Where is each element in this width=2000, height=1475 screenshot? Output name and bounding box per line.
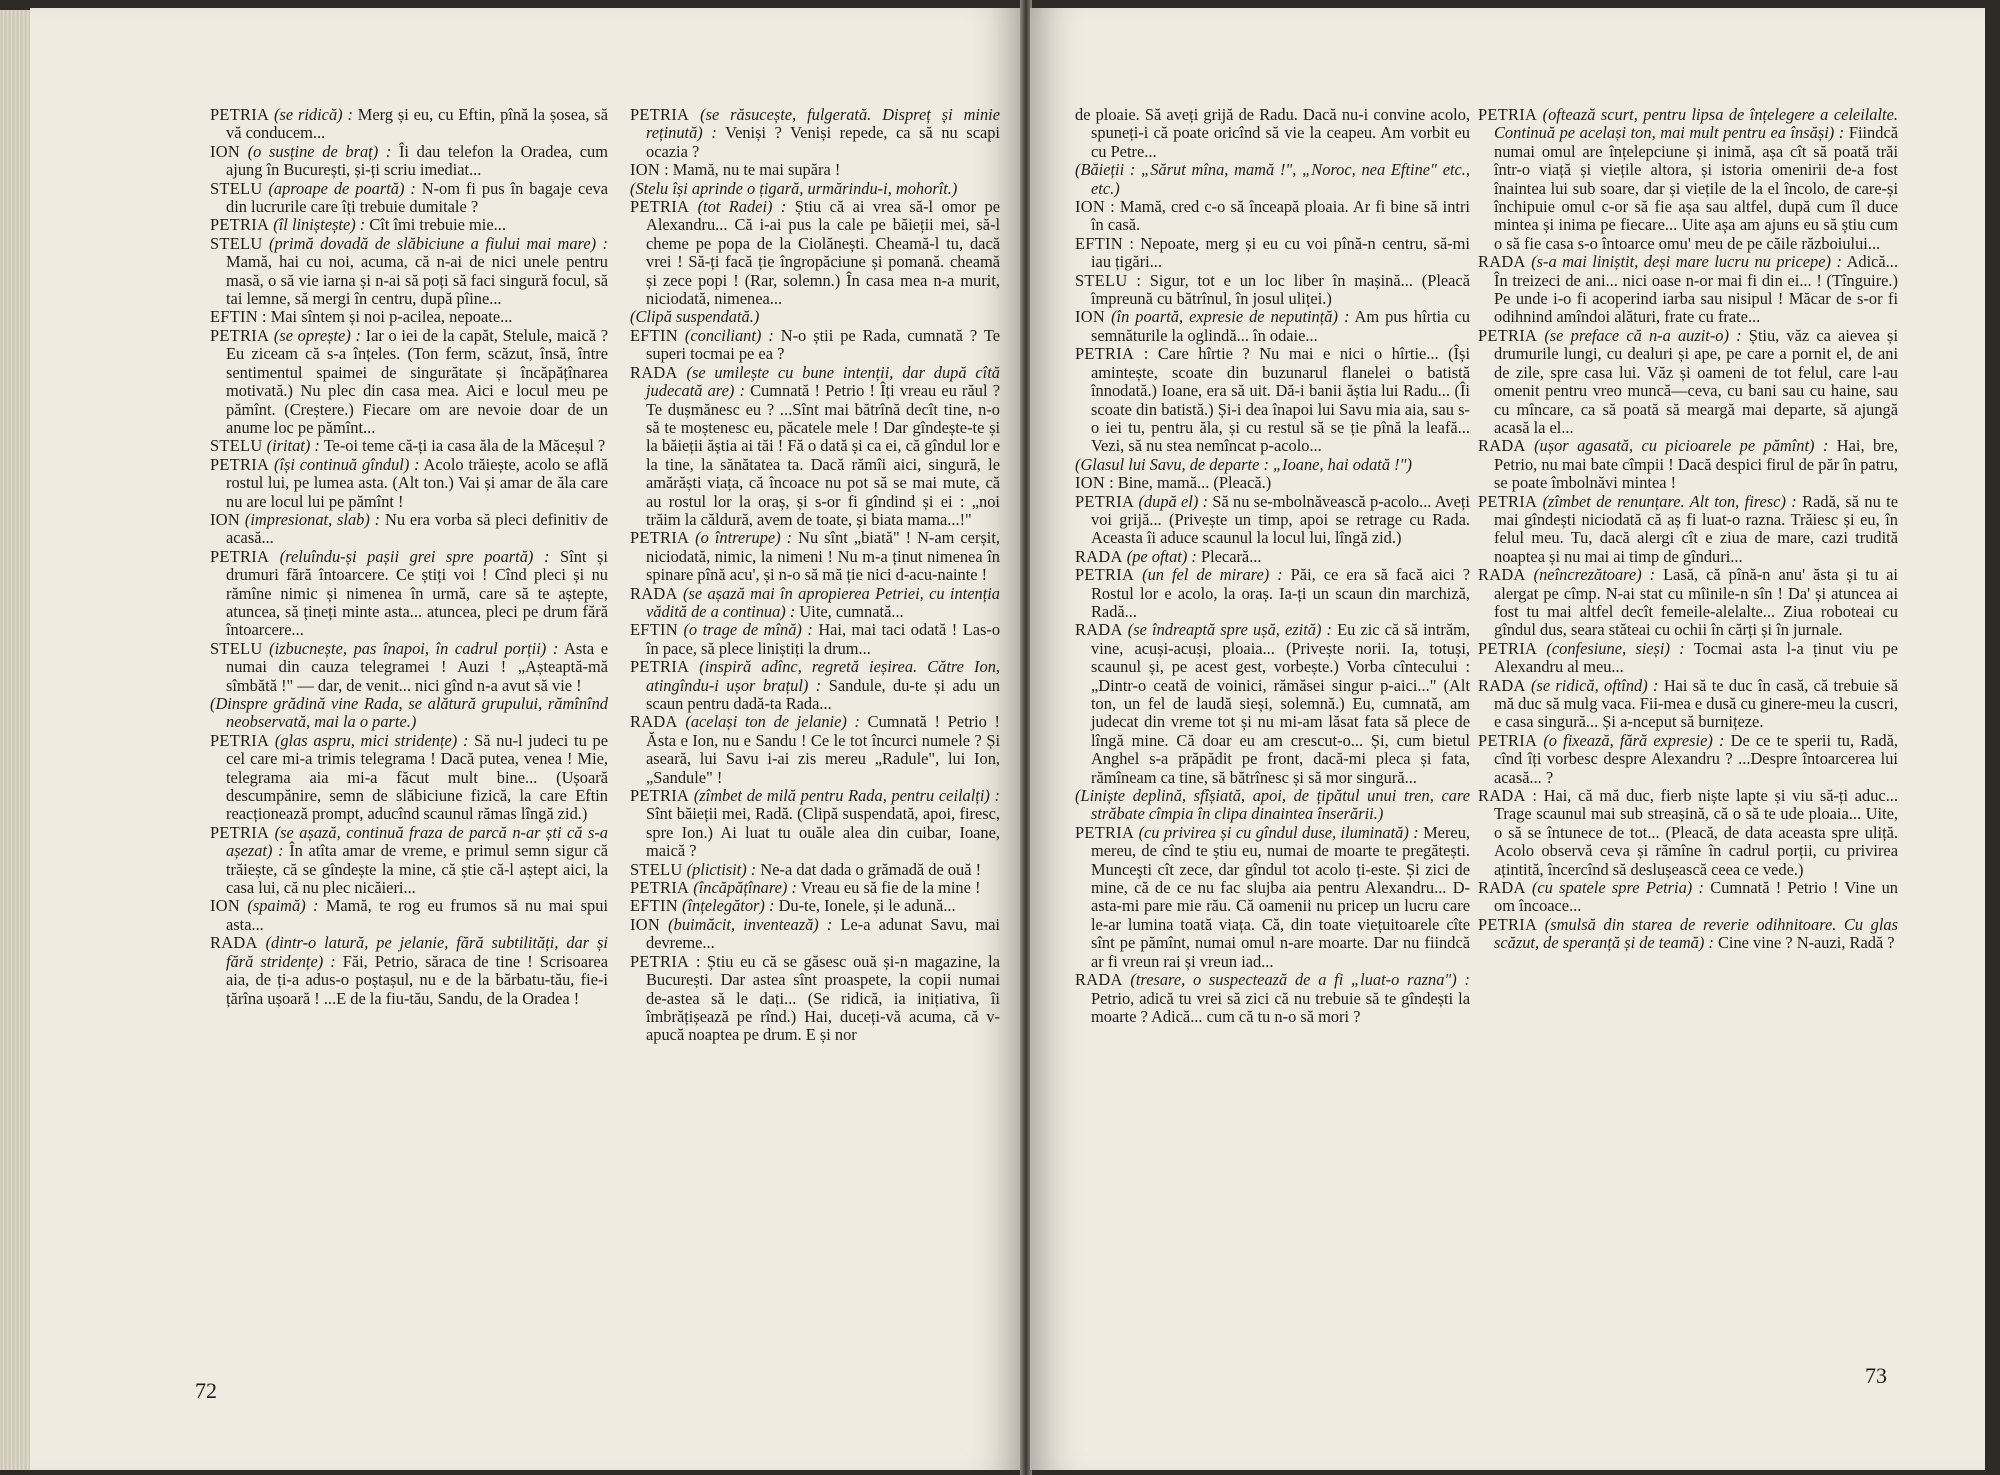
speaker: RADA <box>1075 970 1123 990</box>
dialogue-text: Adică... În treizeci de ani... nici oase n-or mai fi din ei... ! (Tînguire.) Pe unde i-o fi acoperind iarba sau nisipul ! Măcar de s-or fi odihnind amîndoi alături, frate cu frate... <box>1494 252 1898 327</box>
dialogue-text: Cumnată ! Petrio ! Îți vreau eu răul ? Te dușmănesc eu ? ...Sînt mai bătrînă decît tine, n-o să te moștenesc eu, păcatele mele ! Dar gîndește-te și la băieții ăștia ai tăi ! Fă o dată și ca ei, că gîndul lor e la tine, la sănătatea ta. Dacă rămîi aici, singură, le amărăști viața, că încoace nu pot să se mai mute, că au rostul lor la oraș, și s-or fi gîndind și ei : „noi trăim la căldură, avem de toate, și biata mama...!" <box>646 381 1000 529</box>
dialogue-text: Nu era vorba să pleci definitiv de acasă... <box>226 509 608 548</box>
stage-direction: (primă dovadă de slăbiciune a fiului mai mare) : <box>269 233 608 253</box>
dialogue-line <box>210 934 608 1008</box>
dialogue-line <box>1478 253 1898 327</box>
dialogue-text: Făi, Petrio, săraca de tine ! Scrisoarea aia, de ți-a adus-o poștașul, nu e de la bărbatu-tău, fie-i țărîna ușoară ! ...E de la fiu-tău, Sandu, de la Oradea ! <box>226 951 608 1008</box>
page-number-right: 73 <box>1865 1363 1887 1388</box>
dialogue-line <box>630 658 1000 713</box>
dialogue-line <box>210 732 608 824</box>
stage-direction: (spaimă) : <box>247 896 319 916</box>
speaker: PETRIA <box>630 786 690 806</box>
dialogue-line <box>210 640 608 695</box>
dialogue-line <box>1478 106 1898 253</box>
dialogue-line <box>630 897 1000 915</box>
dialogue-line <box>210 437 608 455</box>
dialogue-text: : Mamă, nu te mai supăra ! <box>664 160 841 180</box>
stage-direction: (zîmbet de renunțare. Alt ton, firesc) : <box>1542 491 1797 511</box>
dialogue-text: Eu zic că să intrăm, vine, acuși-acuși, ploaia... (Privește norii. Ia, totuși, scaunul și, pe acest gest, vorbește.) Vorba cîntecului : „Dintr-o ceată de voinici, rămăsei singur p-aici..." (Alt ton, un fel de laudă sieși, solemnă.) Eu, cumnată, am judecat din vreme tot și nu mi-am lăsat fata să plece de lîngă mine. Că doar eu am crescut-o... Și, cum bietul Anghel s-a prăpădit pe front, dacă-mi pleca și fata, rămîneam ca tine, să bătrînesc și să mor singură... <box>1091 620 1470 787</box>
speaker: PETRIA <box>210 822 270 842</box>
dialogue-line <box>1478 566 1898 640</box>
dialogue-text: : Bine, mamă... (Pleacă.) <box>1109 473 1272 493</box>
dialogue-text: Sînt băieții mei, Radă. (Clipă suspendată, apoi, firesc, spre Ion.) Ai luat tu ouăle alea din cuibar, Ioane, maică ? <box>646 804 1000 861</box>
speaker: ION <box>630 160 661 180</box>
stage-direction: (zîmbet de milă pentru Rada, pentru ceilalți) : <box>693 786 1000 806</box>
stage-direction: (pe oftat) : <box>1126 546 1197 566</box>
dialogue-text: Mereu, mereu, de cînd te știu eu, numai de moarte te pregătești. Munceşti cît zece, dar gîndul tot acolo ți-este. Și zici de mine, că de ce nu fac slujba aia pentru Alexandru... D-asta-mi pare mie rău. Că oamenii nu pricep un lucru care le-ar lumina toată viața. Că, din toate viețuitoarele cîte sînt pe pămînt, numai omul n-are moarte. Dar nu fiindcă ar fi vreun rai și vreun iad... <box>1091 822 1470 971</box>
dialogue-text: În atîta amar de vreme, e primul semn sigur că trăiește, că se gîndește la mine, că știe că-l aștept aici, la casa lui, că nu plec nicăieri... <box>226 841 608 898</box>
stage-direction: (buimăcit, inventează) : <box>668 914 833 934</box>
speaker: PETRIA <box>1075 565 1135 585</box>
speaker: ION <box>630 914 661 934</box>
right-page-column-2 <box>1478 106 1898 953</box>
dialogue-line <box>210 235 608 309</box>
dialogue-line <box>1478 732 1898 787</box>
dialogue-line <box>1075 493 1470 548</box>
dialogue-text: Știu că ai vrea să-l omor pe Alexandru... Că i-ai pus la cale pe băieții mei, să-l cheme pe popa de la Ciolănești. Cheamă-l tu, dacă vrei ! Să-ți facă ție îngropăciune și pomană. cheamă și zece popi ! (Rar, solemn.) În casa mea n-a murit, niciodată, nimenea... <box>646 197 1000 309</box>
dialogue-text: : Mamă, cred c-o să înceapă ploaia. Ar fi bine să intri în casă. <box>1091 197 1470 235</box>
dialogue-text: : Sigur, tot e un loc liber în mașină... (Pleacă împreună cu bătrînul, în josul uliței.) <box>1091 270 1470 309</box>
speaker: EFTIN <box>210 307 258 327</box>
dialogue-text: Sînt și drumuri fără întoarcere. Ce știți voi ! Cînd pleci și nu rămîne nimic și nimenea în urmă, care să te aștepte, atuncea, să țineți minte asta... atuncea, pleci pe drum fără întoarcere... <box>226 546 608 640</box>
stage-direction: (tot Radei) : <box>697 197 787 217</box>
dialogue-text: Mamă, te rog eu frumos să nu mai spui asta... <box>226 896 609 934</box>
dialogue-line <box>1075 106 1470 161</box>
dialogue-text: Lasă, că pînă-n anu' ăsta și tu ai alergat pe cîmp. N-ai stat cu mîinile-n sîn ! Da' și atuncea ai fost tu mai altfel decît femeile-alelalte... Ziua roboteai cu gîndul dus, seara stăteai cu ochii în cărți și în jurnale. <box>1494 565 1898 640</box>
left-page-column-1 <box>210 106 608 1008</box>
dialogue-line <box>1478 437 1898 492</box>
dialogue-line <box>210 143 608 180</box>
dialogue-text: Tocmai asta l-a ținut viu pe Alexandru al meu... <box>1494 638 1898 677</box>
speaker: RADA <box>1478 878 1526 898</box>
dialogue-line <box>1075 787 1470 824</box>
speaker: RADA <box>1075 620 1123 640</box>
dialogue-text: Mamă, hai cu noi, acuma, că n-ai de nici unele pentru masă, o să vie iarna și n-ai să poți să faci singură focul, să tai lemne, să mergi în centru, după pîine... <box>226 252 608 309</box>
stage-direction: (glas aspru, mici stridențe) : <box>274 730 469 750</box>
dialogue-line <box>630 106 1000 161</box>
dialogue-line <box>210 327 608 437</box>
dialogue-line <box>630 713 1000 787</box>
dialogue-line <box>630 585 1000 622</box>
dialogue-text: : Nepoate, merg și eu cu voi pînă-n centru, să-mi iau țigări... <box>1091 233 1470 272</box>
dialogue-text: Du-te, Ionele, și le adună... <box>778 896 956 916</box>
speaker: EFTIN <box>630 325 678 345</box>
stage-direction: (Glasul lui Savu, de departe : „Ioane, hai odată !") <box>1075 454 1412 474</box>
dialogue-text: : Hai, că mă duc, fierb niște lapte și viu să-ți aduc... Trage scaunul mai sub streașină, că o să te ude ploaia... Uite, o să se întunece de tot... (Pleacă, de data aceasta spre uliță. Acolo observă ceva și rămîne în cadrul porții, cu privirea ațintită, încercînd să deslușească ceea ce vede.) <box>1494 786 1898 879</box>
dialogue-text: Petrio, adică tu vrei să zici că nu trebuie să te gîndești la moarte ? Adică... cum că tu n-o să mori ? <box>1091 988 1470 1026</box>
stage-direction: (încăpățînare) : <box>693 878 797 898</box>
dialogue-line <box>1478 640 1898 677</box>
stage-direction: (ușor agasată, cu picioarele pe pămînt) : <box>1534 436 1829 456</box>
dialogue-line <box>1075 621 1470 787</box>
speaker: PETRIA <box>1478 491 1538 511</box>
dialogue-line <box>1075 548 1470 566</box>
speaker: EFTIN <box>630 620 678 640</box>
dialogue-text: Iar o iei de la capăt, Stelule, maică ? Eu ziceam că s-a înțeles. (Ton ferm, scăzut, însă, între sentimentul spaimei de singurătate și încăpățînarea motivată.) Nu plec din casa mea. Aici e locul meu pe pămînt. (Creștere.) Fiecare om are nevoie doar de un anume loc pe pămînt... <box>226 325 608 437</box>
speaker: PETRIA <box>1478 325 1538 345</box>
stage-direction: (impresionat, slab) : <box>244 509 381 529</box>
dialogue-line <box>210 456 608 511</box>
speaker: STELU <box>210 638 263 658</box>
speaker: RADA <box>630 583 678 603</box>
dialogue-text: Te-oi teme că-ți ia casa ăla de la Măceșul ? <box>323 436 606 456</box>
dialogue-text: Știu, văz ca aievea și drumurile lungi, cu dealuri și ape, pe care a pornit el, de ani de zile, spre casa lui. Văz și oameni de tot felul, care l-au omenit pentru vreo muncă—ceva, cu bani sau cu haine, sau cu mîncare, ca să poată să meargă mai departe, să ajungă acasă la el... <box>1494 325 1898 437</box>
stage-direction: (oftează scurt, pentru lipsa de înțelegere a celeilalte. Continuă pe același ton, mai mult pentru ea însăși) : <box>1494 105 1898 143</box>
dialogue-text: Plecară... <box>1200 546 1262 566</box>
stage-direction: (după el) : <box>1138 491 1209 511</box>
stage-direction: (Băieții : „Sărut mîna, mamă !", „Noroc, nea Eftine" etc., etc.) <box>1075 160 1470 198</box>
speaker: PETRIA <box>210 546 270 566</box>
stage-direction: (cu privirea și cu gîndul duse, iluminată) : <box>1138 822 1419 842</box>
dialogue-text: Să nu se-mbolnăvească p-acolo... Aveți voi grijă... (Privește un timp, apoi se retrage cu Rada. Aceasta îi aduce scaunul la locul lui, lîngă zid.) <box>1091 491 1470 548</box>
dialogue-line <box>210 106 608 143</box>
speaker: ION <box>210 509 241 529</box>
dialogue-text: Hai, bre, Petrio, nu mai bate cîmpii ! Dacă despici firul de păr în patru, se poate îmbolnăvi mintea ! <box>1494 436 1898 493</box>
stage-direction: (un fel de mirare) : <box>1142 565 1283 585</box>
dialogue-text: De ce te sperii tu, Radă, cînd îți vorbesc despre Alexandru ? ...Despre întoarcerea lui acasă... ? <box>1494 730 1898 787</box>
dialogue-line <box>1478 916 1898 953</box>
speaker: RADA <box>630 362 678 382</box>
speaker: RADA <box>1478 252 1526 272</box>
stage-direction: (se așază, continuă fraza de parcă n-ar ști că s-a așezat) : <box>226 822 608 861</box>
speaker: PETRIA <box>210 730 270 750</box>
dialogue-text: Uite, cumnată... <box>799 601 904 621</box>
speaker: PETRIA <box>1478 105 1538 124</box>
dialogue-text: Cumnată ! Petrio ! Ăsta e Ion, nu e Sandu ! Ce le tot încurci numele ? Și aseară, lui Savu i-ai zis mereu „Radule", lui Ion, „Sandule" ! <box>646 712 1000 787</box>
speaker: EFTIN <box>1075 233 1123 253</box>
dialogue-text: N-om fi pus în bagaje ceva din lucrurile care îți trebuie dumitale ? <box>226 178 608 217</box>
dialogue-line <box>1478 787 1898 879</box>
speaker: PETRIA <box>630 878 690 898</box>
speaker: RADA <box>1478 786 1526 806</box>
dialogue-text: Asta e numai din cauza telegramei ! Auzi ! „Așteaptă-mă sîmbătă !" — dar, de venit... nici gînd n-a avut să vie ! <box>226 638 608 695</box>
dialogue-line <box>630 308 1000 326</box>
speaker: PETRIA <box>630 105 690 124</box>
stage-direction: (cu spatele spre Petria) : <box>1531 878 1704 898</box>
dialogue-line <box>210 511 608 548</box>
speaker: PETRIA <box>1075 491 1135 511</box>
dialogue-text: Am pus hîrtia cu semnăturile la oglindă... în odaie... <box>1091 307 1470 345</box>
dialogue-text: N-o știi pe Rada, cumnată ? Te superi tocmai pe ea ? <box>646 325 1000 364</box>
stage-direction: (îl liniștește) : <box>273 215 366 235</box>
dialogue-text: Merg și eu, cu Eftin, pînă la șosea, să vă conducem... <box>226 105 608 143</box>
dialogue-text: Să nu-l judeci tu pe cel care mi-a trimis telegrama ! Dacă putea, venea ! Mie, telegrama aia mi-a făcut mult bine... (Ușoară descumpănire, semn de slăbiciune fizică, la care Eftin reacționează prompt, aducînd scaunul rămas lîngă zid.) <box>226 730 608 824</box>
stage-direction: (izbucnește, pas înapoi, în cadrul porții) : <box>269 638 559 658</box>
stage-direction: (în poartă, expresie de neputință) : <box>1111 307 1350 327</box>
stage-direction: (confesiune, sieși) : <box>1546 638 1685 658</box>
dialogue-text: Cine vine ? N-auzi, Radă ? <box>1717 933 1895 953</box>
stage-direction: (se oprește) : <box>273 325 361 345</box>
left-page <box>30 8 1022 1470</box>
speaker: RADA <box>1478 675 1526 695</box>
right-page <box>1030 8 1985 1470</box>
speaker: PETRIA <box>630 657 690 677</box>
dialogue-text: Radă, să nu te mai gîndești niciodată că aș fi luat-o razna. Trăiesc și eu, în felul meu. Tu, dacă alergi cît e ziua de mare, cazi trudită noaptea și nu mai ai timp de gînduri... <box>1494 491 1898 566</box>
stage-direction: (iritat) : <box>266 436 320 456</box>
page-number-left: 72 <box>195 1378 217 1403</box>
speaker: PETRIA <box>1075 822 1135 842</box>
speaker: PETRIA <box>210 325 270 345</box>
dialogue-line <box>1075 474 1470 492</box>
dialogue-text: Cumnată ! Petrio ! Vine un om încoace... <box>1494 878 1898 916</box>
stage-direction: (o susține de braț) : <box>247 141 392 161</box>
speaker: PETRIA <box>210 215 270 235</box>
stage-direction: (Clipă suspendată.) <box>630 307 760 327</box>
dialogue-line <box>210 548 608 640</box>
dialogue-line <box>630 180 1000 198</box>
dialogue-text: : Mai sîntem și noi p-acilea, nepoate... <box>262 307 513 327</box>
dialogue-line <box>630 787 1000 861</box>
dialogue-line <box>630 621 1000 658</box>
dialogue-line <box>1075 235 1470 272</box>
dialogue-line <box>1075 345 1470 455</box>
speaker: ION <box>1075 473 1106 493</box>
speaker: PETRIA <box>630 951 690 971</box>
dialogue-line <box>630 953 1000 1045</box>
stage-direction: (se umilește cu bune intenții, dar după cîtă judecată are) : <box>646 362 1000 401</box>
dialogue-line <box>630 364 1000 530</box>
dialogue-text: Ne-a dat dada o grămadă de ouă ! <box>760 859 982 879</box>
stage-direction: (se ridică, oftînd) : <box>1530 675 1659 695</box>
speaker: PETRIA <box>1478 638 1538 658</box>
stage-direction: (Stelu își aprinde o țigară, urmărindu-i, mohorît.) <box>630 178 958 198</box>
dialogue-line <box>630 529 1000 584</box>
dialogue-line <box>1478 493 1898 567</box>
stage-direction: (se așază mai în apropierea Petriei, cu intenția vădită de a continua) : <box>646 583 1000 621</box>
speaker: RADA <box>1478 565 1526 585</box>
stage-direction: (o trage de mînă) : <box>683 620 813 640</box>
dialogue-text: Le-a adunat Savu, mai devreme... <box>646 914 1000 953</box>
dialogue-text: Vreau eu să fie de la mine ! <box>800 878 981 898</box>
stage-direction: (o fixează, fără expresie) : <box>1543 730 1725 750</box>
dialogue-text: Hai, mai taci odată ! Las-o în pace, să plece liniștiți la drum... <box>646 620 1001 658</box>
dialogue-text: de ploaie. Să aveți grijă de Radu. Dacă nu-i convine acolo, spuneți-i că poate oricînd să vie la ceapeu. Am vorbit eu cu Petre... <box>1075 105 1470 161</box>
speaker: RADA <box>630 712 678 732</box>
speaker: PETRIA <box>210 454 270 474</box>
stage-direction: (reluîndu-și pașii grei spre poartă) : <box>279 546 550 566</box>
dialogue-text: : Știu eu că se găsesc ouă și-n magazine, la București. Dar astea sînt proaspete, la copii numai de-astea să le dați... (Se ridică, ia inițiativa, îi îmbrățișează pe rînd.) Hai, duceți-vă acuma, că v-apucă noaptea pe drum. E și nor <box>646 951 1000 1045</box>
stage-direction: (conciliant) : <box>684 325 774 345</box>
stage-direction: (se răsucește, fulgerată. Dispreț și minie reținută) : <box>646 105 1000 143</box>
stage-direction: (s-a mai liniștit, deși mare lucru nu pricepe) : <box>1531 252 1842 272</box>
dialogue-line <box>210 180 608 217</box>
stage-direction: (înțelegător) : <box>682 896 775 916</box>
stage-direction: (dintr-o latură, pe jelanie, fără subtilități, dar și fără stridențe) : <box>226 933 608 971</box>
speaker: PETRIA <box>1075 344 1135 364</box>
speaker: ION <box>210 896 241 916</box>
dialogue-line <box>210 695 608 732</box>
stage-direction: (Dinspre grădină vine Rada, se alătură grupului, rămînînd neobservată, mai la o parte.) <box>210 694 608 732</box>
left-page-column-2 <box>630 106 1000 1045</box>
stage-direction: (aproape de poartă) : <box>268 178 416 198</box>
speaker: PETRIA <box>1478 914 1538 934</box>
stage-direction: (își continuă gîndul) : <box>274 454 420 474</box>
stage-direction: (se ridică) : <box>274 105 353 124</box>
stage-direction: (inspiră adînc, regretă ieșirea. Către Ion, atingîndu-i ușor brațul) : <box>646 657 1000 695</box>
dialogue-line <box>210 216 608 234</box>
speaker: ION <box>1075 307 1106 327</box>
dialogue-text: Acolo trăiește, acolo se află rostul lui, pe lumea asta. (Alt ton.) Vai și amar de ăla care nu are locul lui pe pămînt ! <box>226 454 608 511</box>
dialogue-line <box>210 308 608 326</box>
dialogue-line <box>1075 456 1470 474</box>
dialogue-text: : Care hîrtie ? Nu mai e nici o hîrtie... (Își amintește, scoate din buzunarul flanelei o batistă înnodată.) Ioane, era să uit. Dă-i banii ăștia lui Radu... (Îi scoate din batistă.) Și-i dea înapoi lui Savu mia aia, sau s-o iei tu, pentru ăla, și cu restul să se ție pînă la leafă... Vezi, să nu stea nemîncat p-acolo... <box>1091 344 1470 456</box>
speaker: RADA <box>210 933 258 953</box>
dialogue-line <box>1075 308 1470 345</box>
dialogue-text: Păi, ce era să facă aici ? Rostul lor e acolo, la oraș. Ia-ți un scaun din marchiză, Radă... <box>1091 565 1470 621</box>
speaker: PETRIA <box>630 528 690 548</box>
speaker: ION <box>1075 197 1106 217</box>
speaker: RADA <box>1075 546 1123 566</box>
dialogue-line <box>630 161 1000 179</box>
speaker: PETRIA <box>630 197 690 217</box>
dialogue-line <box>630 861 1000 879</box>
dialogue-line <box>1478 327 1898 437</box>
speaker: RADA <box>1478 436 1526 456</box>
dialogue-line <box>1075 272 1470 309</box>
dialogue-line <box>1075 566 1470 621</box>
dialogue-line <box>630 879 1000 897</box>
dialogue-text: Nu sînt „biată" ! N-am cerșit, niciodată, nimic, la nimeni ! Nu m-a ținut nimenea în spinare pînă acu', și n-o să mă ție nici d-acu-nainte ! <box>646 528 1000 585</box>
speaker: PETRIA <box>1478 730 1538 750</box>
dialogue-line <box>1075 971 1470 1026</box>
speaker: STELU <box>210 178 263 198</box>
dialogue-text: Hai să te duc în casă, că trebuie să mă duc să mulg vaca. Fii-mea e dusă cu ginere-meu la cuscri, e casa singură... Și a-nceput să burnițeze. <box>1494 675 1898 732</box>
dialogue-line <box>630 327 1000 364</box>
stage-direction: (Liniște deplină, sfîșiată, apoi, de țipătul unui tren, care străbate cîmpia în clipa dinaintea înserării.) <box>1075 786 1470 824</box>
dialogue-text: Fiindcă numai omul are înțelepciune și inimă, așa cît să poată trăi într-o viață și viețile altora, și istoria omenirii de-a fost înaintea lui sub soare, dar și viețile de la el încolo, de care-și închipuie omul c-or să fie așa sau altfel, după cum îl duce mintea și inima pe fiecare... Uite așa am ajuns eu să știu cum o să fie casa s-o întoarce omu' meu de pe căile războiului... <box>1494 123 1898 253</box>
speaker: EFTIN <box>630 896 678 916</box>
page-edges <box>0 10 34 1470</box>
dialogue-line <box>630 916 1000 953</box>
speaker: STELU <box>210 233 263 253</box>
stage-direction: (tresare, o suspectează de a fi „luat-o razna") : <box>1130 970 1470 990</box>
stage-direction: (plictisit) : <box>686 859 757 879</box>
speaker: STELU <box>630 859 683 879</box>
stage-direction: (neîncrezătoare) : <box>1533 565 1656 585</box>
stage-direction: (același ton de jelanie) : <box>685 712 860 732</box>
speaker: STELU <box>1075 270 1128 290</box>
dialogue-line <box>1478 677 1898 732</box>
dialogue-line <box>1075 161 1470 198</box>
dialogue-line <box>630 198 1000 308</box>
stage-direction: (smulsă din starea de reverie odihnitoare. Cu glas scăzut, de speranță și de teamă) : <box>1494 914 1898 953</box>
dialogue-line <box>1075 824 1470 971</box>
speaker: ION <box>210 141 241 161</box>
stage-direction: (o întrerupe) : <box>695 528 793 548</box>
speaker: STELU <box>210 436 263 456</box>
dialogue-line <box>1478 879 1898 916</box>
stage-direction: (se îndreaptă spre ușă, ezită) : <box>1127 620 1332 640</box>
right-page-column-1 <box>1075 106 1470 1026</box>
stage-direction: (se preface că n-a auzit-o) : <box>1544 325 1742 345</box>
dialogue-text: Sandule, du-te și adu un scaun pentru dadă-ta Rada... <box>646 675 1000 713</box>
dialogue-text: Veniși ? Veniși repede, ca să nu scapi ocazia ? <box>646 123 1000 161</box>
dialogue-line <box>1075 198 1470 235</box>
dialogue-text: Îi dau telefon la Oradea, cum ajung în București, și-ți scriu imediat... <box>226 141 608 180</box>
dialogue-text: Cît îmi trebuie mie... <box>369 215 506 235</box>
dialogue-line <box>210 824 608 898</box>
speaker: PETRIA <box>210 105 270 124</box>
dialogue-line <box>210 897 608 934</box>
